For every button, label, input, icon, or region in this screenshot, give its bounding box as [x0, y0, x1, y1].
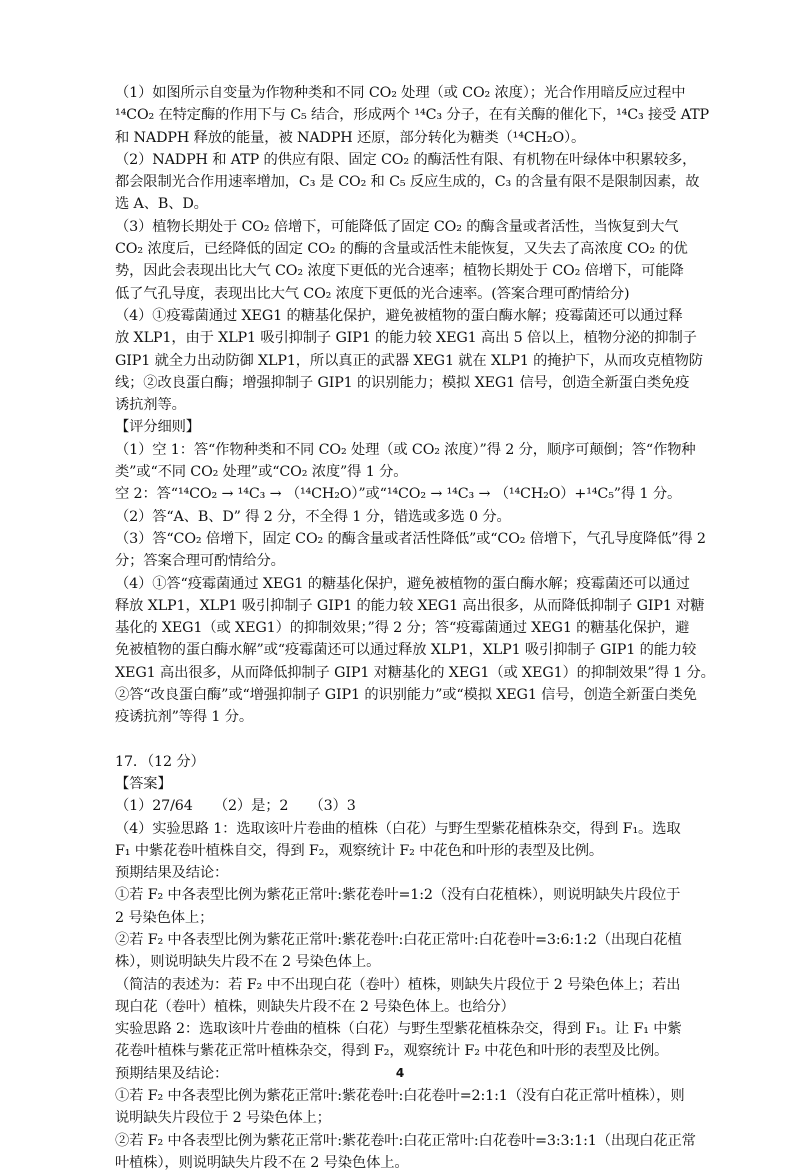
- answer-block-16: [115, 82, 715, 729]
- text-line: ¹⁴CO₂ 在特定酶的作用下与 C₅ 结合，形成两个 ¹⁴C₃ 分子，在有关酶的催化下，¹⁴C₃ 接受 ATP: [115, 107, 709, 124]
- text-line: ②若 F₂ 中各表型比例为紫花正常叶:紫花卷叶:白花正常叶:白花卷叶=3:3:1:1（出现白花正常: [115, 1132, 696, 1149]
- section-heading: 【答案】: [115, 775, 172, 792]
- text-line: 分；答案合理可酌情给分。: [115, 553, 285, 570]
- text-line: （1）空 1：答“作物种类和不同 CO₂ 处理（或 CO₂ 浓度）”得 2 分，顺序可颠倒；答“作物种: [115, 441, 696, 458]
- text-line: （1）如图所示自变量为作物种类和不同 CO₂ 处理（或 CO₂ 浓度）；光合作用暗反应过程中: [115, 85, 686, 101]
- text-line: 预期结果及结论：: [115, 1065, 229, 1082]
- text-line: 现白花（卷叶）植株，则缺失片段不在 2 号染色体上。也给分）: [115, 998, 515, 1015]
- text-line: 类”或“不同 CO₂ 处理”或“CO₂ 浓度”得 1 分。: [115, 464, 408, 481]
- text-line: 叶植株），则说明缺失片段不在 2 号染色体上。: [115, 1154, 409, 1171]
- text-line: 免被植物的蛋白酶水解”或“疫霉菌还可以通过释放 XLP1，XLP1 吸引抑制子 GIP1 的能力较: [115, 642, 697, 659]
- text-line: （2）答“A、B、D” 得 2 分，不全得 1 分，错选或多选 0 分。: [115, 508, 511, 525]
- text-line: 说明缺失片段位于 2 号染色体上；: [115, 1110, 331, 1127]
- text-line: 和 NADPH 释放的能量，被 NADPH 还原，部分转化为糖类（¹⁴CH₂O）。: [115, 129, 586, 146]
- text-line: CO₂ 浓度后，已经降低的固定 CO₂ 的酶的含量或活性未能恢复，又失去了高浓度 CO₂ 的优: [115, 241, 688, 258]
- answer-block-17: [115, 751, 696, 1174]
- text-line: （简洁的表述为：若 F₂ 中不出现白花（卷叶）植株，则缺失片段位于 2 号染色体上；若出: [115, 976, 681, 993]
- text-line: XEG1 高出很多，从而降低抑制子 GIP1 对糖基化的 XEG1（或 XEG1）的抑制效果”得 1 分。: [115, 664, 715, 681]
- text-line: 线；②改良蛋白酶；增强抑制子 GIP1 的识别能力；模拟 XEG1 信号，创造全新蛋白类免疫: [115, 374, 690, 391]
- page-number: 4: [395, 1066, 405, 1080]
- text-line: 诱抗剂等。: [115, 397, 186, 414]
- text-line: 疫诱抗剂”等得 1 分。: [115, 709, 254, 726]
- text-line: ②答“改良蛋白酶”或“增强抑制子 GIP1 的识别能力”或“模拟 XEG1 信号，创造全新蛋白类免: [115, 687, 697, 704]
- text-line: ①若 F₂ 中各表型比例为紫花正常叶:紫花卷叶=1:2（没有白花植株），则说明缺失片段位于: [115, 887, 681, 904]
- text-line: （4）实验思路 1：选取该叶片卷曲的植株（白花）与野生型紫花植株杂交，得到 F₁。选取: [115, 820, 681, 837]
- text-line: 释放 XLP1，XLP1 吸引抑制子 GIP1 的能力较 XEG1 高出很多，从而降低抑制子 GIP1 对糖: [115, 597, 705, 614]
- text-line: ②若 F₂ 中各表型比例为紫花正常叶:紫花卷叶:白花正常叶:白花卷叶=3:6:1:2（出现白花植: [115, 931, 682, 948]
- text-line: 基化的 XEG1（或 XEG1）的抑制效果；”得 2 分；答“疫霉菌通过 XEG1 的糖基化保护，避: [115, 620, 690, 637]
- text-line: F₁ 中紫花卷叶植株自交，得到 F₂，观察统计 F₂ 中花色和叶形的表型及比例。: [115, 842, 604, 859]
- text-line: 低了气孔导度，表现出比大气 CO₂ 浓度下更低的光合速率。(答案合理可酌情给分): [115, 285, 630, 302]
- text-line: 实验思路 2：选取该叶片卷曲的植株（白花）与野生型紫花植株杂交，得到 F₁。让 F₁ 中紫: [115, 1021, 682, 1038]
- question-number: 17．（12 分）: [115, 753, 205, 770]
- text-line: 2 号染色体上；: [115, 909, 214, 926]
- text-line: （1）27/64 （2）是；2 （3）3: [115, 798, 356, 815]
- text-line: GIP1 就全力出动防御 XLP1，所以真正的武器 XEG1 就在 XLP1 的掩护下，从而攻克植物防: [115, 352, 703, 369]
- text-line: 选 A、B、D。: [115, 196, 208, 213]
- text-line: 势，因此会表现出比大气 CO₂ 浓度下更低的光合速率；植物长期处于 CO₂ 倍增下，可能降: [115, 263, 684, 280]
- text-line: （3）植物长期处于 CO₂ 倍增下，可能降低了固定 CO₂ 的酶含量或者活性，当恢复到大气: [115, 218, 679, 235]
- text-line: （2）NADPH 和 ATP 的供应有限、固定 CO₂ 的酶活性有限、有机物在叶绿体中积累较多，: [115, 151, 697, 168]
- text-line: 株），则说明缺失片段不在 2 号染色体上。: [115, 954, 381, 971]
- text-line: 放 XLP1，由于 XLP1 吸引抑制子 GIP1 的能力较 XEG1 高出 5 倍以上，植物分泌的抑制子: [115, 330, 697, 347]
- text-line: 预期结果及结论：: [115, 865, 229, 882]
- text-line: （3）答“CO₂ 倍增下，固定 CO₂ 的酶含量或者活性降低”或“CO₂ 倍增下，气孔导度降低”得 2: [115, 530, 706, 547]
- text-line: 都会限制光合作用速率增加，C₃ 是 CO₂ 和 C₅ 反应生成的，C₃ 的含量有限不是限制因素，故: [115, 174, 700, 191]
- answer-page: [115, 82, 715, 1174]
- text-line: ①若 F₂ 中各表型比例为紫花正常叶:紫花卷叶:白花卷叶=2:1:1（没有白花正常叶植株），则: [115, 1088, 685, 1105]
- section-gap: [115, 729, 693, 751]
- text-line: （4）①疫霉菌通过 XEG1 的糖基化保护，避免被植物的蛋白酶水解；疫霉菌还可以通过释: [115, 307, 683, 324]
- text-line: 花卷叶植株与紫花正常叶植株杂交，得到 F₂，观察统计 F₂ 中花色和叶形的表型及比例。: [115, 1043, 669, 1060]
- text-line: （4）①答“疫霉菌通过 XEG1 的糖基化保护，避免被植物的蛋白酶水解；疫霉菌还可以通过: [115, 575, 690, 592]
- text-line: 空 2：答“¹⁴CO₂ → ¹⁴C₃ → （¹⁴CH₂O）”或“¹⁴CO₂ → ¹⁴C₃ → （¹⁴CH₂O）+¹⁴C₅”得 1 分。: [115, 486, 682, 503]
- section-heading: 【评分细则】: [115, 419, 200, 436]
